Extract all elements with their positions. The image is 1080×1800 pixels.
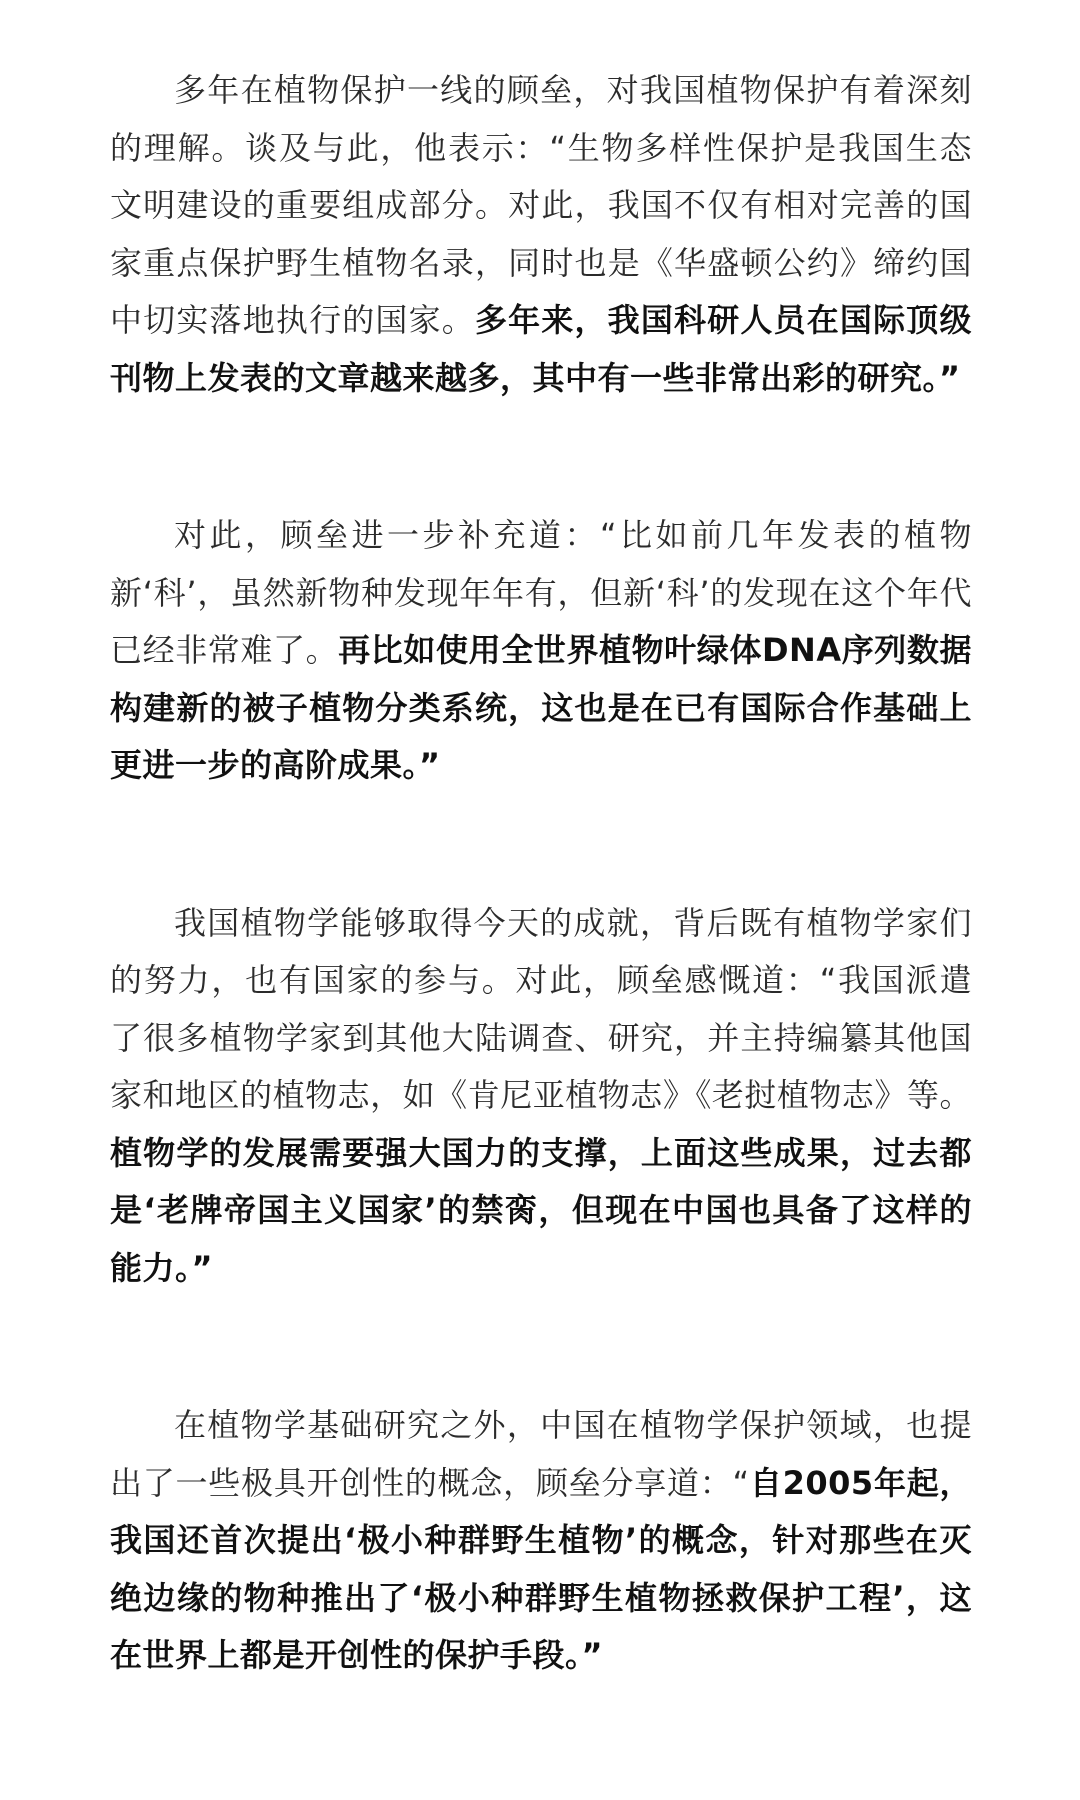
- paragraph-4: [110, 1397, 972, 1685]
- paragraph-2-bold-text: 再比如使用全世界植物叶绿体DNA序列数据构建新的被子植物分类系统，这也是在已有国际合作基础上更进一步的高阶成果。”: [110, 631, 972, 784]
- paragraph-1-text: 多年在植物保护一线的顾垒，对我国植物保护有着深刻的理解。谈及与此，他表示：“生物多样性保护是我国生态文明建设的重要组成部分。对此，我国不仅有相对完善的国家重点保护野生植物名录，同时也是《华盛顿公约》缔约国中切实落地执行的国家。: [110, 71, 972, 339]
- paragraph-3-bold-text: 植物学的发展需要强大国力的支撑，上面这些成果，过去都是‘老牌帝国主义国家’的禁脔，但现在中国也具备了这样的能力。”: [110, 1133, 972, 1287]
- paragraph-3-text: 我国植物学能够取得今天的成就，背后既有植物学家们的努力，也有国家的参与。对此，顾垒感慨道：“我国派遣了很多植物学家到其他大陆调查、研究，并主持编纂其他国家和地区的植物志，如《肯尼亚植物志》《老挝植物志》等。: [110, 903, 972, 1114]
- paragraph-2-text: 对此，顾垒进一步补充道：“比如前几年发表的植物新‘科’，虽然新物种发现年年有，但新‘科’的发现在这个年代已经非常难了。: [110, 516, 972, 669]
- paragraph-1-bold-text: 多年来，我国科研人员在国际顶级刊物上发表的文章越来越多，其中有一些非常出彩的研究。”: [110, 301, 972, 397]
- paragraph-2: [110, 507, 972, 795]
- paragraph-4-text: 在植物学基础研究之外，中国在植物学保护领域，也提出了一些极具开创性的概念，顾垒分享道：“: [110, 1406, 972, 1502]
- article-body: [110, 62, 972, 1685]
- paragraph-1: [110, 62, 972, 407]
- paragraph-3: [110, 895, 972, 1298]
- paragraph-4-bold-text: 自2005年起，我国还首次提出‘极小种群野生植物’的概念，针对那些在灭绝边缘的物种推出了‘极小种群野生植物拯救保护工程’，这在世界上都是开创性的保护手段。”: [110, 1463, 972, 1674]
